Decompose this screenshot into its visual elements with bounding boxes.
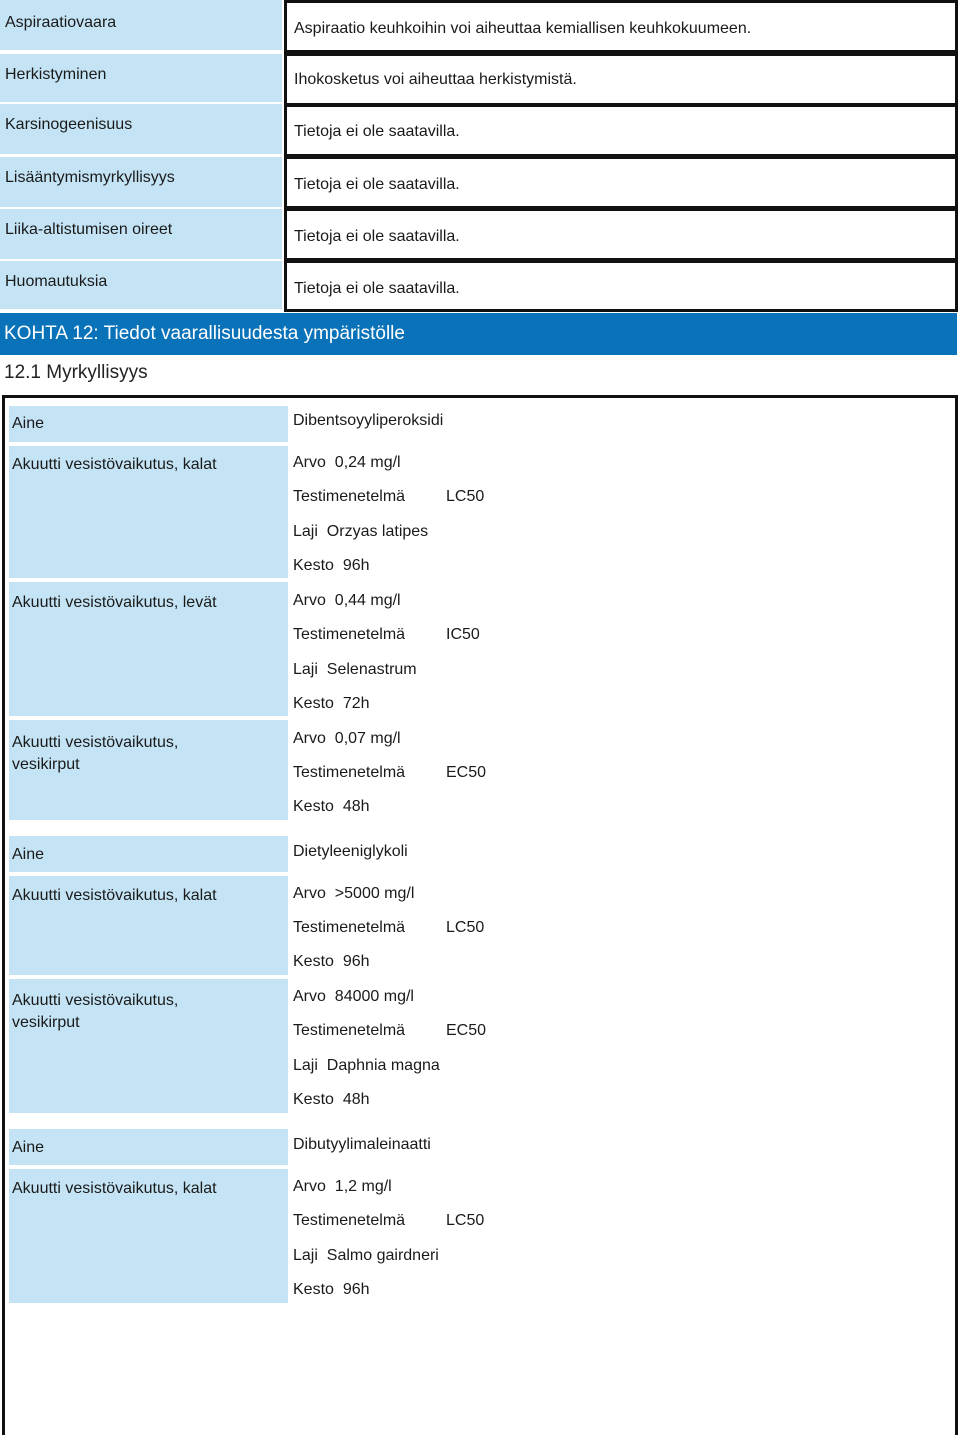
- arvo-row: Arvo 0,44 mg/l: [293, 592, 401, 609]
- substance-name: Dibutyylimaleinaatti: [293, 1136, 431, 1153]
- method-value: EC50: [446, 1022, 487, 1039]
- method-label: Testimenetelmä: [293, 1212, 406, 1229]
- method-label: Testimenetelmä: [293, 764, 406, 781]
- row-label-overexposure-symptoms: Liika-altistumisen oireet: [0, 209, 282, 259]
- arvo-row: Arvo >5000 mg/l: [293, 885, 415, 902]
- fish-label: Akuutti vesistövaikutus, kalat: [9, 446, 288, 578]
- arvo-row: Arvo 84000 mg/l: [293, 988, 414, 1005]
- arvo-row: Arvo 0,07 mg/l: [293, 730, 401, 747]
- row-value-sensitization: Ihokosketus voi aiheuttaa herkistymistä.: [284, 53, 958, 106]
- method-label: Testimenetelmä: [293, 1022, 406, 1039]
- kesto-row: Kesto 96h: [293, 953, 370, 970]
- subsection-title: 12.1 Myrkyllisyys: [4, 362, 148, 383]
- substance-name: Dietyleeniglykoli: [293, 843, 408, 860]
- row-label-carcinogenicity: Karsinogeenisuus: [0, 104, 282, 154]
- row-label-reproductive-toxicity: Lisääntymismyrkyllisyys: [0, 157, 282, 207]
- row-value-reproductive-toxicity: Tietoja ei ole saatavilla.: [284, 156, 958, 209]
- method-value: EC50: [446, 764, 487, 781]
- row-label-sensitization: Herkistyminen: [0, 54, 282, 102]
- algae-label: Akuutti vesistövaikutus, levät: [9, 582, 288, 716]
- row-value-remarks: Tietoja ei ole saatavilla.: [284, 260, 958, 312]
- arvo-row: Arvo 1,2 mg/l: [293, 1178, 392, 1195]
- aine-label: Aine: [9, 1129, 288, 1165]
- row-label-aspiration: Aspiraatiovaara: [0, 0, 282, 50]
- kesto-row: Kesto 96h: [293, 557, 370, 574]
- laji-row: Laji Orzyas latipes: [293, 523, 429, 540]
- arvo-row: Arvo 0,24 mg/l: [293, 454, 401, 471]
- kesto-row: Kesto 48h: [293, 1091, 370, 1108]
- substance-name: Dibentsoyyliperoksidi: [293, 412, 444, 429]
- kesto-row: Kesto 48h: [293, 798, 370, 815]
- method-label: Testimenetelmä: [293, 488, 406, 505]
- method-value: LC50: [446, 1212, 485, 1229]
- method-label: Testimenetelmä: [293, 626, 406, 643]
- aine-label: Aine: [9, 836, 288, 872]
- method-value: LC50: [446, 919, 485, 936]
- laji-row: Laji Daphnia magna: [293, 1057, 440, 1074]
- laji-row: Laji Selenastrum: [293, 661, 417, 678]
- row-label-remarks: Huomautuksia: [0, 261, 282, 309]
- daphnia-label: Akuutti vesistövaikutus, vesikirput: [9, 720, 288, 820]
- kesto-row: Kesto 96h: [293, 1281, 370, 1298]
- method-value: IC50: [446, 626, 480, 643]
- method-label: Testimenetelmä: [293, 919, 406, 936]
- fish-label: Akuutti vesistövaikutus, kalat: [9, 1169, 288, 1303]
- kesto-row: Kesto 72h: [293, 695, 370, 712]
- row-value-overexposure-symptoms: Tietoja ei ole saatavilla.: [284, 208, 958, 261]
- daphnia-label: Akuutti vesistövaikutus, vesikirput: [9, 979, 288, 1113]
- method-value: LC50: [446, 488, 485, 505]
- laji-row: Laji Salmo gairdneri: [293, 1247, 439, 1264]
- row-value-carcinogenicity: Tietoja ei ole saatavilla.: [284, 104, 958, 157]
- row-value-aspiration: Aspiraatio keuhkoihin voi aiheuttaa kemiallisen keuhkokuumeen.: [284, 0, 958, 53]
- section-12-header: KOHTA 12: Tiedot vaarallisuudesta ympäristölle: [0, 313, 957, 355]
- fish-label: Akuutti vesistövaikutus, kalat: [9, 876, 288, 975]
- aine-label: Aine: [9, 406, 288, 442]
